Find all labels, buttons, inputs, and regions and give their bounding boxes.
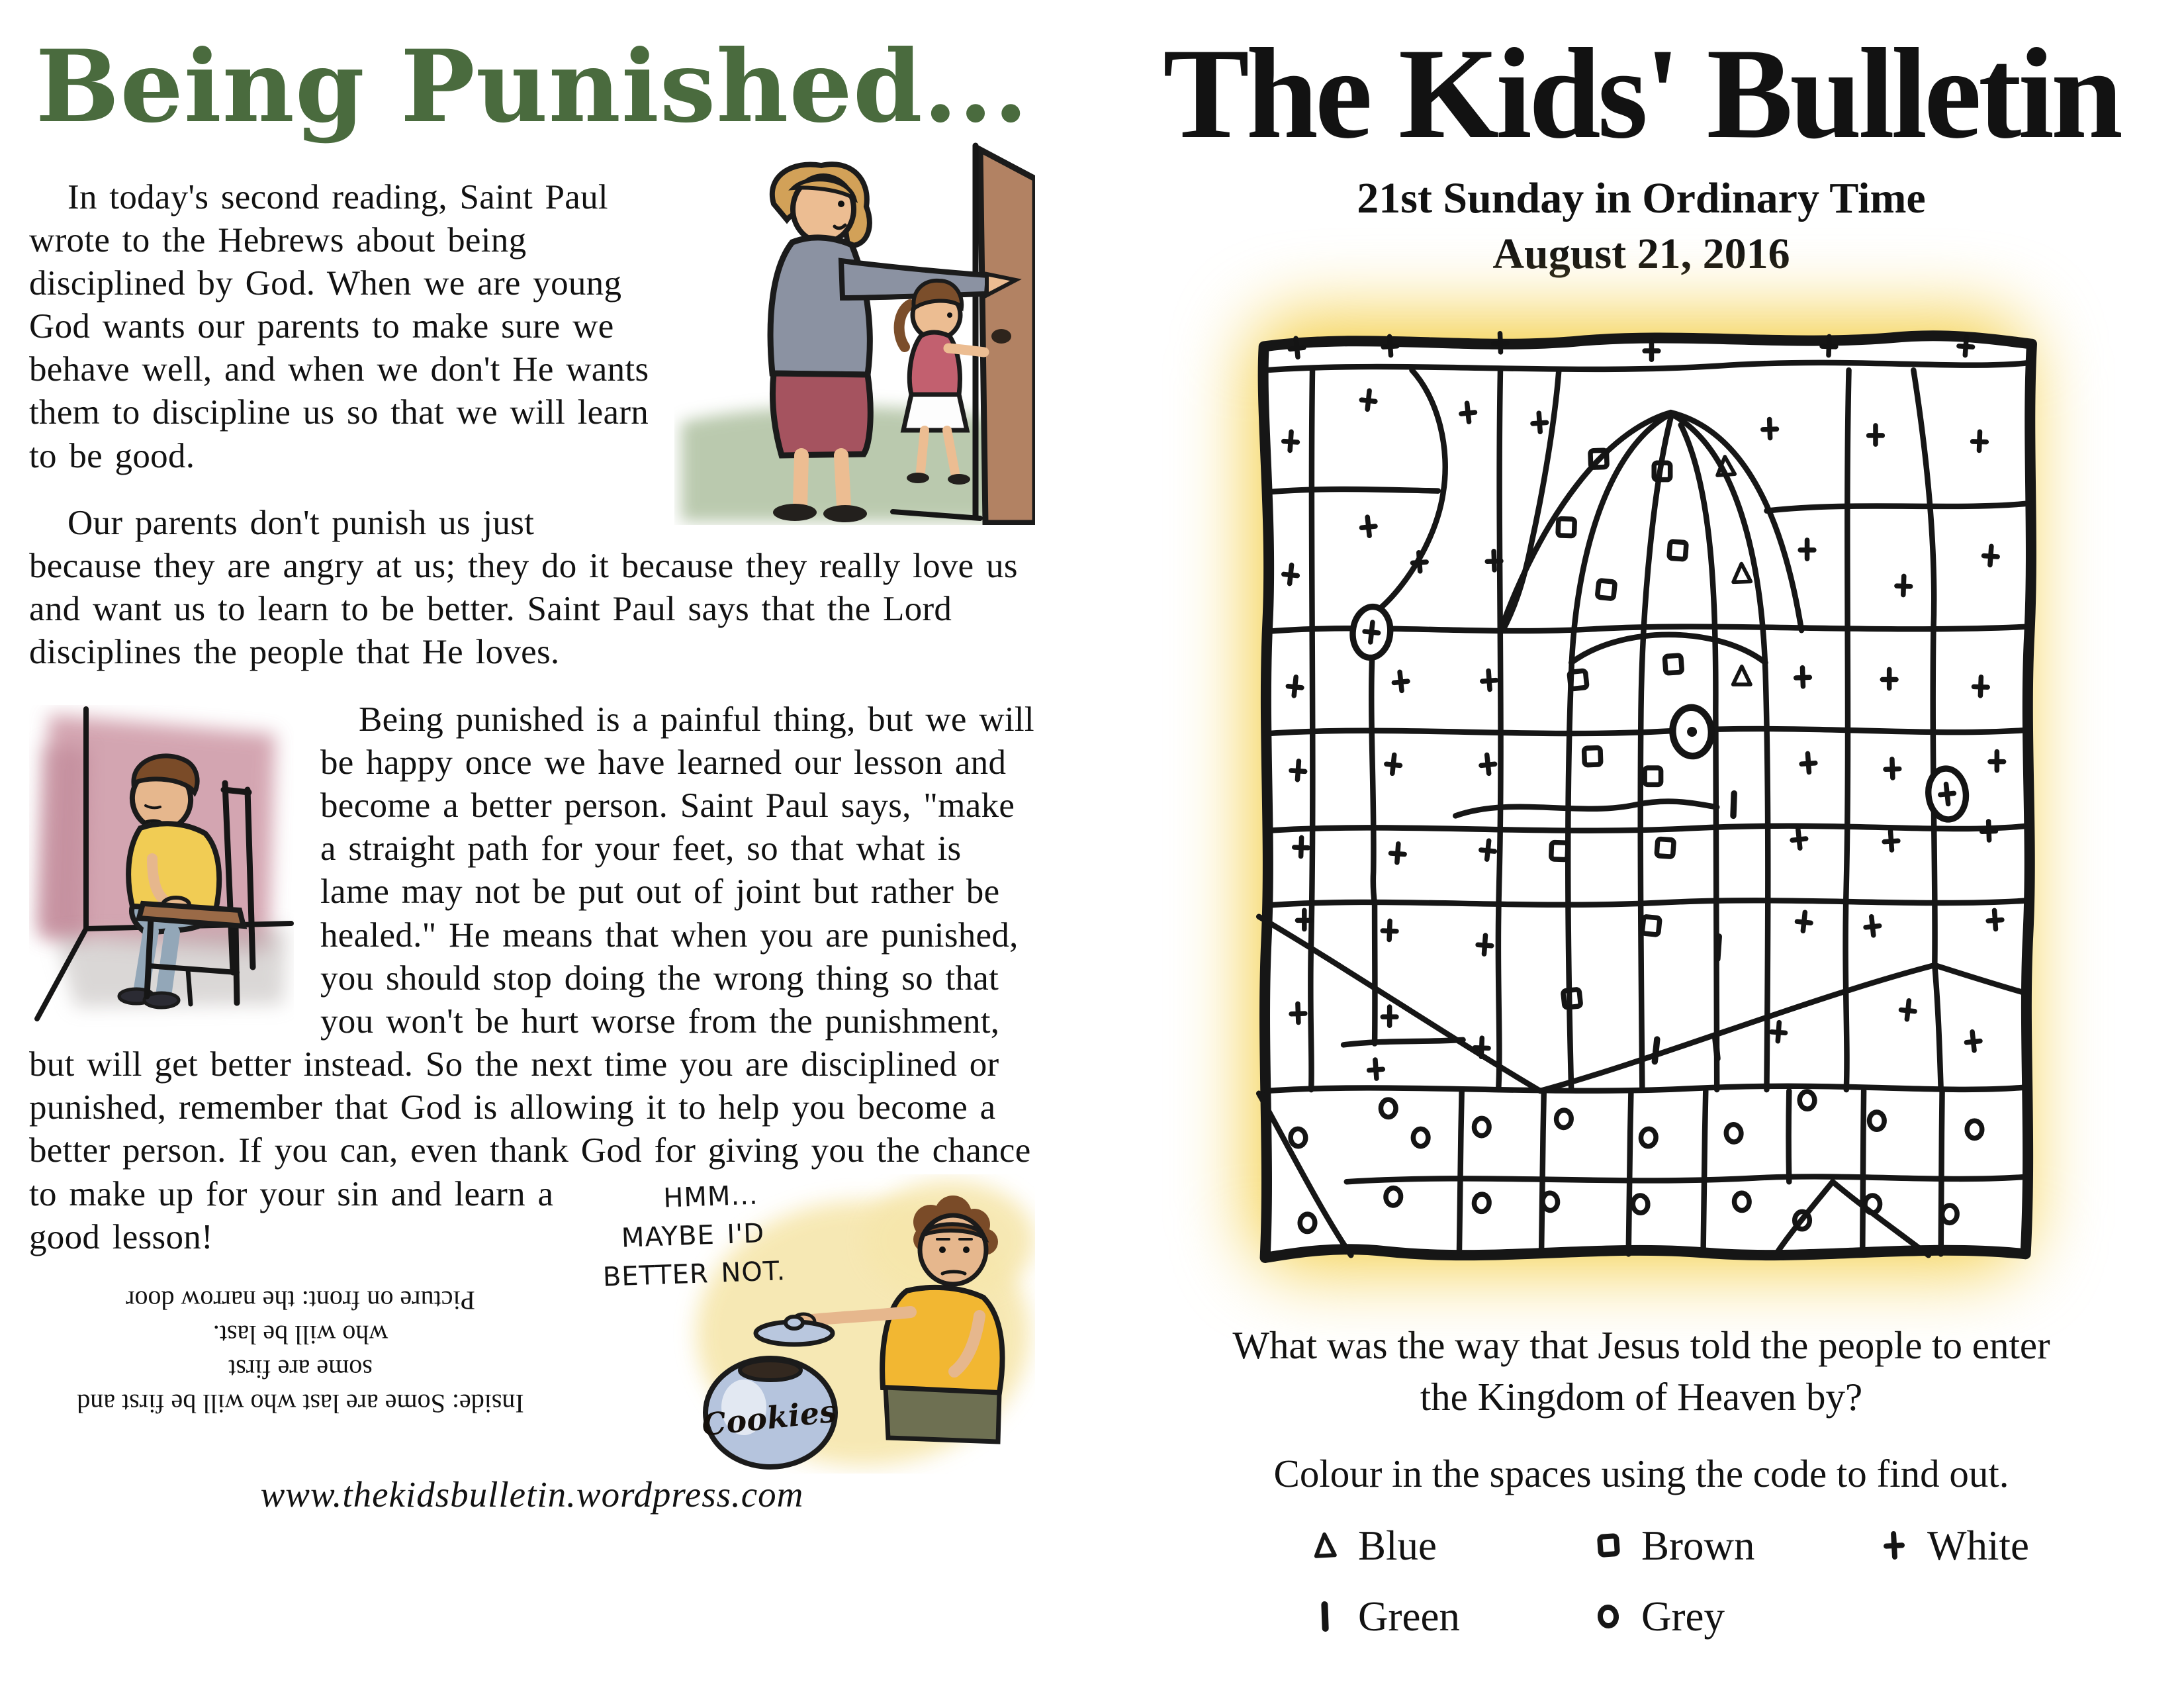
- right-page: [1125, 13, 2158, 1664]
- door-knob: [991, 329, 1011, 344]
- legend-item-blue: Blue: [1310, 1522, 1594, 1570]
- bulletin-subtitle: 21st Sunday in Ordinary Time: [1357, 174, 1926, 222]
- paragraph-2: Our parents don't punish us just because they are angry at us; they do it because they really love us and want us to learn to be better. Saint Paul says that the Lord disciplines the people that He loves.: [29, 503, 1018, 672]
- speech-text: HMM... MAYBE I'D BETTER NOT.: [602, 1180, 786, 1293]
- puzzle-instruction: Colour in the spaces using the code to find out.: [1273, 1451, 2009, 1495]
- puzzle-drawing: [1219, 314, 2177, 1305]
- legend-item-brown: Brown: [1594, 1522, 1880, 1570]
- blue-triangle-icon: [1310, 1530, 1340, 1561]
- left-page: [29, 23, 1035, 1515]
- legend-item-green: Green: [1310, 1593, 1594, 1641]
- brown-square-icon: [1594, 1530, 1623, 1561]
- website-url: www.thekidsbulletin.wordpress.com: [260, 1474, 804, 1515]
- puzzle-border: [1263, 336, 2032, 1258]
- paragraph-3-end: God for giving you the chance to make up for your sin and learn a good lesson!: [29, 1131, 1031, 1256]
- grey-circle-icon: [1594, 1601, 1623, 1632]
- white-plus-icon: [1880, 1530, 1909, 1561]
- legend-item-grey: Grey: [1594, 1593, 1880, 1641]
- bulletin-date: August 21, 2016: [1492, 230, 1790, 278]
- paragraph-1: In today's second reading, Saint Paul wrote to the Hebrews about being disciplined by God. When we are young God wants our parents to make sure we behave well, and when we don't He wants them to discipline us so that we will learn to be good.: [29, 177, 649, 475]
- upside-down-note: Inside: Some are last who will be first and some are first who will be last. Picture on front: the narrow door: [77, 1286, 524, 1419]
- cookie-jar-cartoon: [572, 1174, 1035, 1474]
- bulletin-title: The Kids' Bulletin: [1163, 22, 2120, 165]
- mother-pointing-at-door-illustration: [674, 138, 1035, 525]
- legend-item-white: White: [1880, 1522, 2029, 1570]
- left-page-title: Being Punished...: [35, 28, 1029, 145]
- jar-label: Cookies: [700, 1393, 839, 1443]
- colour-by-code-puzzle: [1219, 314, 2177, 1305]
- colour-code-legend: [1310, 1522, 2151, 1641]
- green-bar-icon: [1310, 1601, 1340, 1632]
- paragraph-1-block: [29, 176, 1035, 478]
- paragraph-3-start: Being punished is a painful thing, but we will be happy once we have learned our lesson and become a better person. Saint Paul says, "make a straight path for your feet, so that what is lame may not be put out of joint but rather be healed." He means that when you are punished, you should stop doing the wrong thing so that you won't be hurt worse from the punishment, but will get better instead. So the next time you are disciplined or punished, remember that God is allowing it to help you become a better person. If you can, even thank: [29, 700, 1034, 1170]
- boy-on-chair-illustration: [29, 705, 294, 1029]
- puzzle-question: What was the way that Jesus told the people to enter the Kingdom of Heaven by?: [1232, 1323, 2050, 1419]
